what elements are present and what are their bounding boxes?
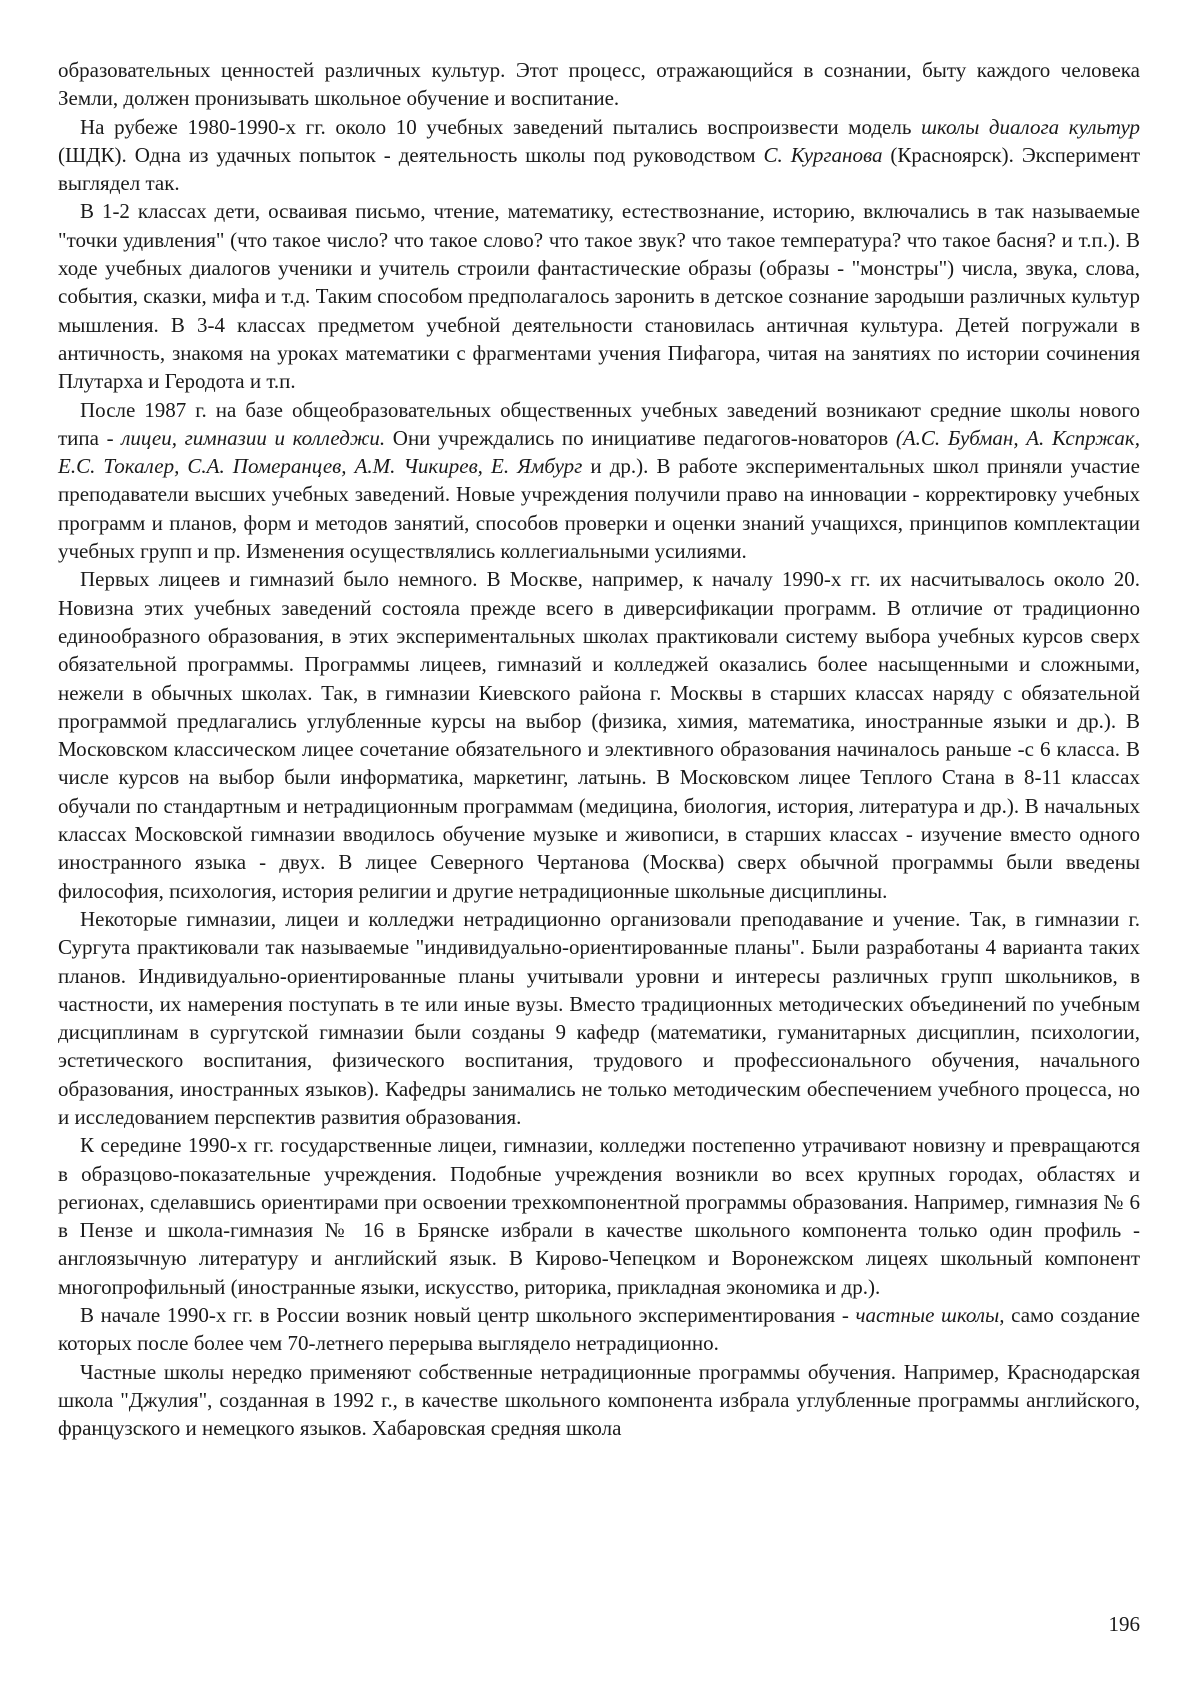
document-page	[58, 56, 1140, 1443]
text-segment: и др.). В работе экспериментальных школ приняли участие преподаватели высших учебных заведений. Новые учреждения получили право на инновации - корректировку учебных программ и планов, форм и методов занятий, способов проверки и оценки знаний учащихся, принципов комплектации учебных групп и пр. Изменения осуществлялись коллегиальными усилиями.	[58, 454, 1140, 564]
text-segment: (Красноярск). Эксперимент выглядел так.	[58, 142, 1141, 196]
paragraph	[58, 905, 1140, 1131]
paragraph	[58, 1131, 1140, 1301]
italic-text: школы диалога культур	[921, 114, 1140, 139]
text-segment: (ШДК). Одна из удачных попыток - деятельность школы под руководством	[58, 142, 764, 167]
paragraph	[58, 197, 1140, 395]
paragraph	[58, 1301, 1140, 1358]
text-segment: К середине 1990-х гг. государственные лицеи, гимназии, колледжи постепенно утрачивают новизну и превращаются в образцово-показательные учреждения. Подобные учреждения возникли во всех крупных городах, областях и регионах, сделавшись ориентирами при освоении трехкомпонентной программы образования. Например, гимназия № 6 в Пензе и школа-гимназия № 16 в Брянске избрали в качестве школьного компонента только один профиль - англоязычную литературу и английский язык. В Кирово-Чепецком и Воронежском лицеях школьный компонент многопрофильный (иностранные языки, искусство, риторика, прикладная экономика и др.).	[58, 1133, 1140, 1299]
page-number: 196	[1108, 1612, 1140, 1636]
italic-text: частные школы,	[855, 1303, 1005, 1328]
text-segment: Они учреждались по инициативе педагогов-новаторов	[385, 425, 896, 450]
italic-text: лицеи, гимназии и колледжи.	[121, 425, 386, 450]
text-segment: После 1987 г. на базе общеобразовательных общественных учебных заведений возникают средние школы нового типа -	[58, 397, 1140, 450]
text-segment: На рубеже 1980-1990-х гг. около 10 учебных заведений пытались воспроизвести модель	[80, 114, 922, 139]
paragraph	[58, 56, 1140, 113]
text-segment: Первых лицеев и гимназий было немного. В Москве, например, к началу 1990-х гг. их насчитывалось около 20. Новизна этих учебных заведений состояла прежде всего в диверсификации программ. В отличие от традиционно единообразного образования, в этих экспериментальных школах практиковали систему выбора учебных курсов сверх обязательной программы. Программы лицеев, гимназий и колледжей оказались более насыщенными и сложными, нежели в обычных школах. Так, в гимназии Киевского района г. Москвы в старших классах наряду с обязательной программой предлагались углубленные курсы на выбор (физика, химия, математика, иностранные языки и др.). В Московском классическом лицее сочетание обязательного и элективного образования начиналось раньше -с 6 класса. В числе курсов на выбор были информатика, маркетинг, латынь. В Московском лицее Теплого Стана в 8-11 классах обучали по стандартным и нетрадиционным программам (медицина, биология, история, литература и др.). В начальных классах Московской гимназии вводилось обучение музыке и живописи, в старших классах - изучение вместо одного иностранного языка - двух. В лицее Северного Чертанова (Москва) сверх обычной программы были введены философия, психология, история религии и другие нетрадиционные школьные дисциплины.	[58, 567, 1140, 903]
text-segment: Частные школы нередко применяют собственные нетрадиционные программы обучения. Например, Краснодарская школа "Джулия", созданная в 1992 г., в качестве школьного компонента избрала углубленные программы английского, французского и немецкого языков. Хабаровская средняя школа	[58, 1359, 1140, 1441]
italic-text: (А.С. Бубман, А. Кспржак, Е.С. Токалер, С.А. Померанцев, А.М. Чикирев, Е. Ямбург	[58, 425, 1140, 479]
text-segment: Некоторые гимназии, лицеи и колледжи нетрадиционно организовали преподавание и учение. Так, в гимназии г. Сургута практиковали так называемые "индивидуально-ориентированные планы". Были разработаны 4 варианта таких планов. Индивидуально-ориентированные планы учитывали уровни и интересы различных групп школьников, в частности, их намерения поступать в те или иные вузы. Вместо традиционных методических объединений по учебным дисциплинам в сургутской гимназии были созданы 9 кафедр (математики, гуманитарных дисциплин, психологии, эстетического воспитания, физического воспитания, трудового и профессионального обучения, начального образования, иностранных языков). Кафедры занимались не только методическим обеспечением учебного процесса, но и исследованием перспектив развития образования.	[58, 906, 1140, 1129]
paragraph	[58, 396, 1140, 566]
text-segment: образовательных ценностей различных культур. Этот процесс, отражающийся в сознании, быту каждого человека Земли, должен пронизывать школьное обучение и воспитание.	[58, 58, 1140, 111]
text-segment: В 1-2 классах дети, осваивая письмо, чтение, математику, естествознание, историю, включались в так называемые "точки удивления" (что такое число? что такое слово? что такое звук? что такое температура? что такое басня? и т.п.). В ходе учебных диалогов ученики и учитель строили фантастические образы (образы - "монстры") числа, звука, слова, события, сказки, мифа и т.д. Таким способом предполагалось заронить в детское сознание зародыши различных культур мышления. В 3-4 классах предметом учебной деятельности становилась античная культура. Детей погружали в античность, знакомя на уроках математики с фрагментами учения Пифагора, читая на занятиях по истории сочинения Плутарха и Геродота и т.п.	[58, 199, 1140, 394]
text-segment: само создание которых после более чем 70-летнего перерыва выглядело нетрадиционно.	[58, 1303, 1141, 1356]
text-segment: В начале 1990-х гг. в России возник новый центр школьного экспериментирования -	[80, 1303, 856, 1328]
paragraph	[58, 565, 1140, 905]
italic-text: С. Курганова	[763, 142, 883, 167]
paragraph	[58, 1358, 1140, 1443]
paragraph	[58, 113, 1140, 198]
